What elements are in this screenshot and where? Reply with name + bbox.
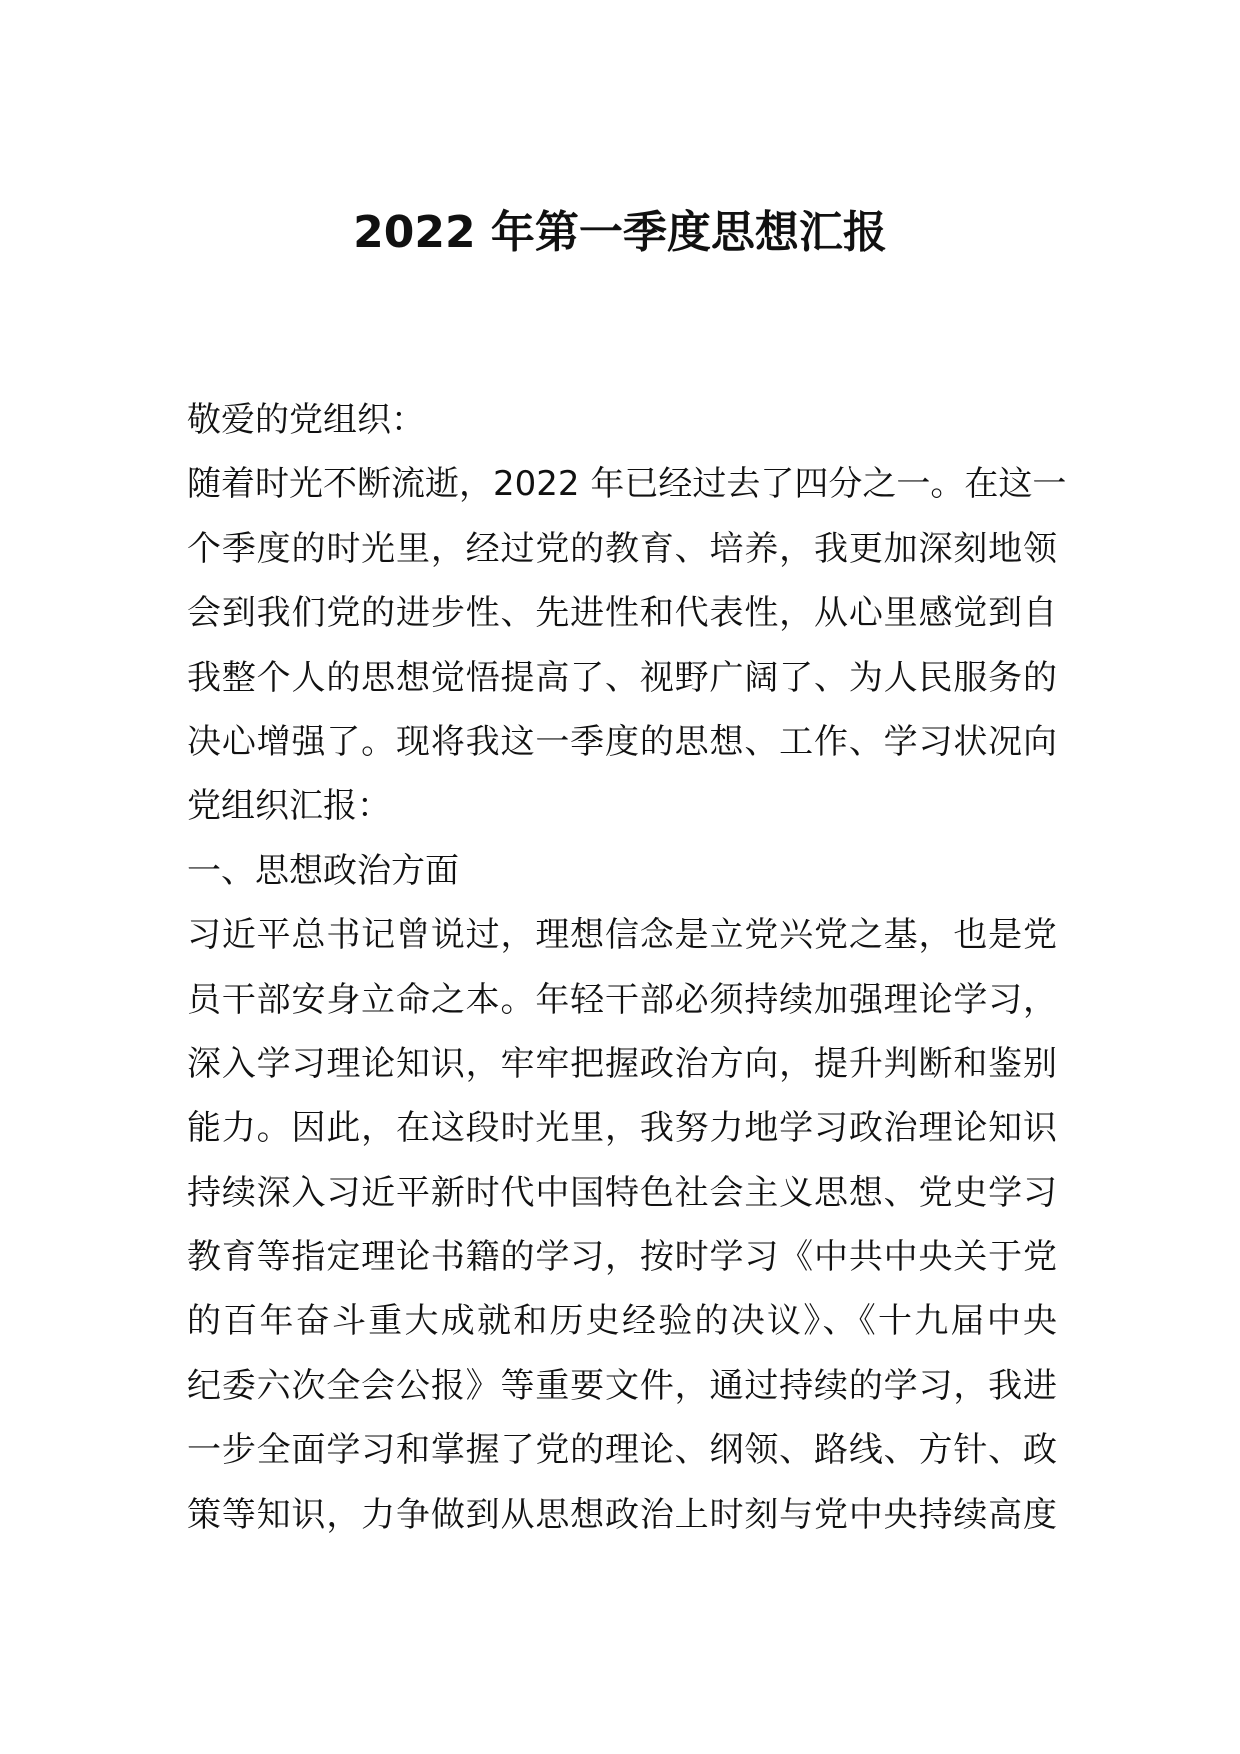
paragraph-line: 教育等指定理论书籍的学习，按时学习《中共中央关于党 [187,1237,1057,1278]
section-heading: 一、思想政治方面 [187,850,459,891]
paragraph-line: 深入学习理论知识，牢牢把握政治方向，提升判断和鉴别 [187,1043,1057,1084]
paragraph-line: 决心增强了。现将我这一季度的思想、工作、学习状况向 [187,721,1057,762]
paragraph-line: 能力。因此，在这段时光里，我努力地学习政治理论知识 [187,1108,1057,1149]
paragraph-line: 会到我们党的进步性、先进性和代表性，从心里感觉到自 [187,593,1057,634]
paragraph-line: 策等知识，力争做到从思想政治上时刻与党中央持续高度 [187,1494,1057,1535]
document-title: 2022 年第一季度思想汇报 [353,207,887,258]
document-body [187,388,1067,1547]
paragraph-line: 的百年奋斗重大成就和历史经验的决议》、《十九届中央 [187,1301,1057,1342]
paragraph-line: 纪委六次全会公报》等重要文件，通过持续的学习，我进 [187,1365,1057,1406]
paragraph-line: 党组织汇报： [187,786,391,827]
paragraph-line: 习近平总书记曾说过，理想信念是立党兴党之基，也是党 [187,915,1057,956]
paragraph-line: 随着时光不断流逝，2022 年已经过去了四分之一。在这一 [187,464,1067,505]
salutation: 敬爱的党组织： [187,400,425,440]
paragraph-line: 个季度的时光里，经过党的教育、培养，我更加深刻地领 [187,528,1057,569]
paragraph-line: 我整个人的思想觉悟提高了、视野广阔了、为人民服务的 [187,657,1057,698]
paragraph-line: 员干部安身立命之本。年轻干部必须持续加强理论学习， [187,979,1057,1020]
paragraph-line: 一步全面学习和掌握了党的理论、纲领、路线、方针、政 [187,1430,1057,1471]
paragraph-line: 持续深入习近平新时代中国特色社会主义思想、党史学习 [187,1172,1057,1213]
